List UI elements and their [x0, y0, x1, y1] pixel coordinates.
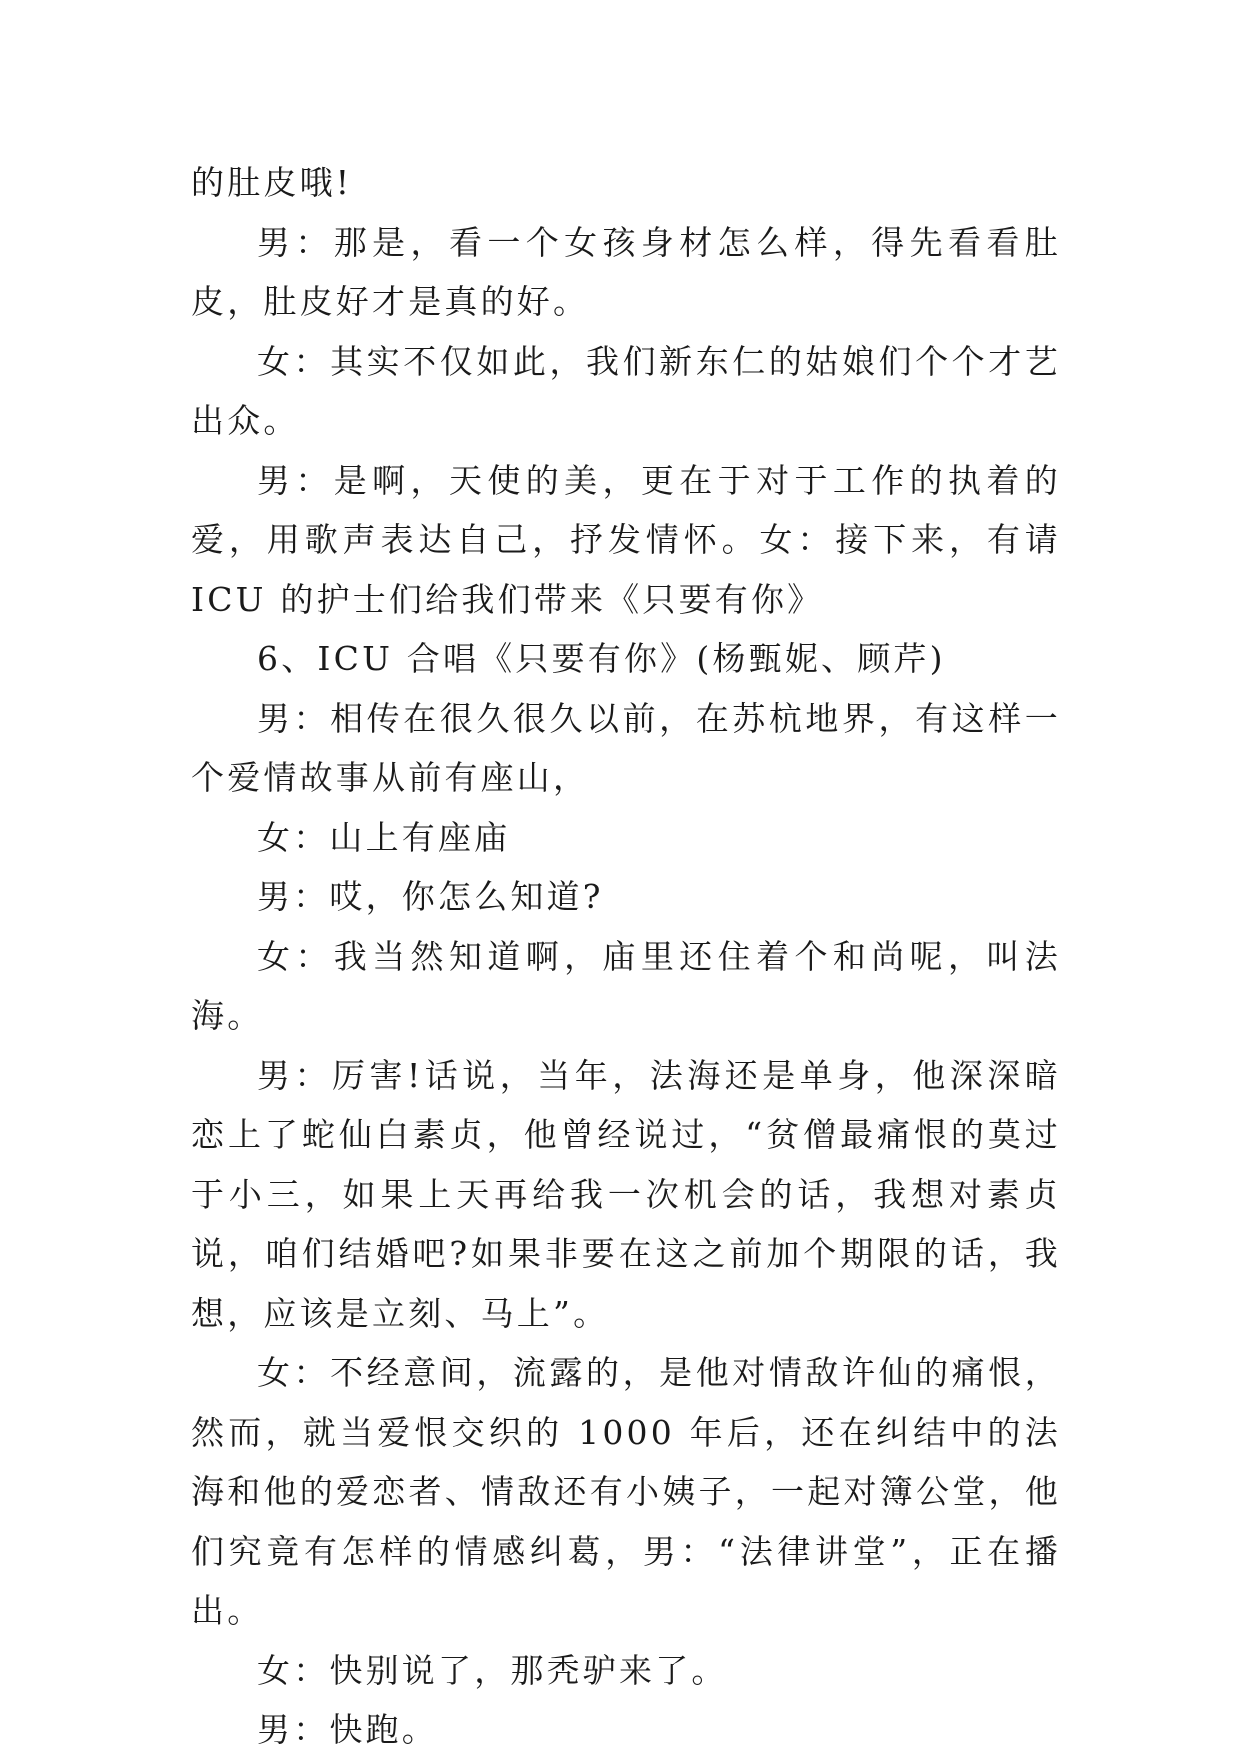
paragraph: 男：是啊，天使的美，更在于对于工作的执着的爱，用歌声表达自己，抒发情怀。女：接下来，有请 ICU 的护士们给我们带来《只要有你》 — [191, 460, 1061, 619]
paragraph: 的肚皮哦! — [191, 163, 353, 202]
paragraph: 男：那是，看一个女孩身材怎么样，得先看看肚皮，肚皮好才是真的好。 — [191, 222, 1061, 321]
paragraph: 男：厉害!话说，当年，法海还是单身，他深深暗恋上了蛇仙白素贞，他曾经说过，“贫僧最痛恨的莫过于小三，如果上天再给我一次机会的话，我想对素贞说，咱们结婚吧?如果非要在这之前加个期限的话，我想，应该是立刻、马上”。 — [191, 1055, 1061, 1333]
paragraph: 男：快跑。 — [257, 1710, 438, 1749]
paragraph: 男：哎，你怎么知道? — [257, 877, 604, 916]
paragraph: 女：我当然知道啊，庙里还住着个和尚呢，叫法海。 — [191, 936, 1061, 1035]
paragraph: 男：相传在很久很久以前，在苏杭地界，有这样一个爱情故事从前有座山， — [191, 698, 1061, 797]
paragraph: 女：其实不仅如此，我们新东仁的姑娘们个个才艺出众。 — [191, 341, 1061, 440]
paragraph: 女：快别说了，那秃驴来了。 — [257, 1650, 728, 1690]
paragraph: 6、ICU 合唱《只要有你》(杨甄妮、顾芹) — [257, 639, 946, 678]
paragraph: 女：山上有座庙 — [257, 817, 511, 857]
document-body — [191, 153, 1061, 1760]
paragraph: 女：不经意间，流露的，是他对情敌许仙的痛恨，然而，就当爱恨交织的 1000 年后，还在纠结中的法海和他的爱恋者、情敌还有小姨子，一起对簿公堂，他们究竟有怎样的情感纠葛，男：“法律讲堂”，正在播出。 — [191, 1353, 1061, 1630]
